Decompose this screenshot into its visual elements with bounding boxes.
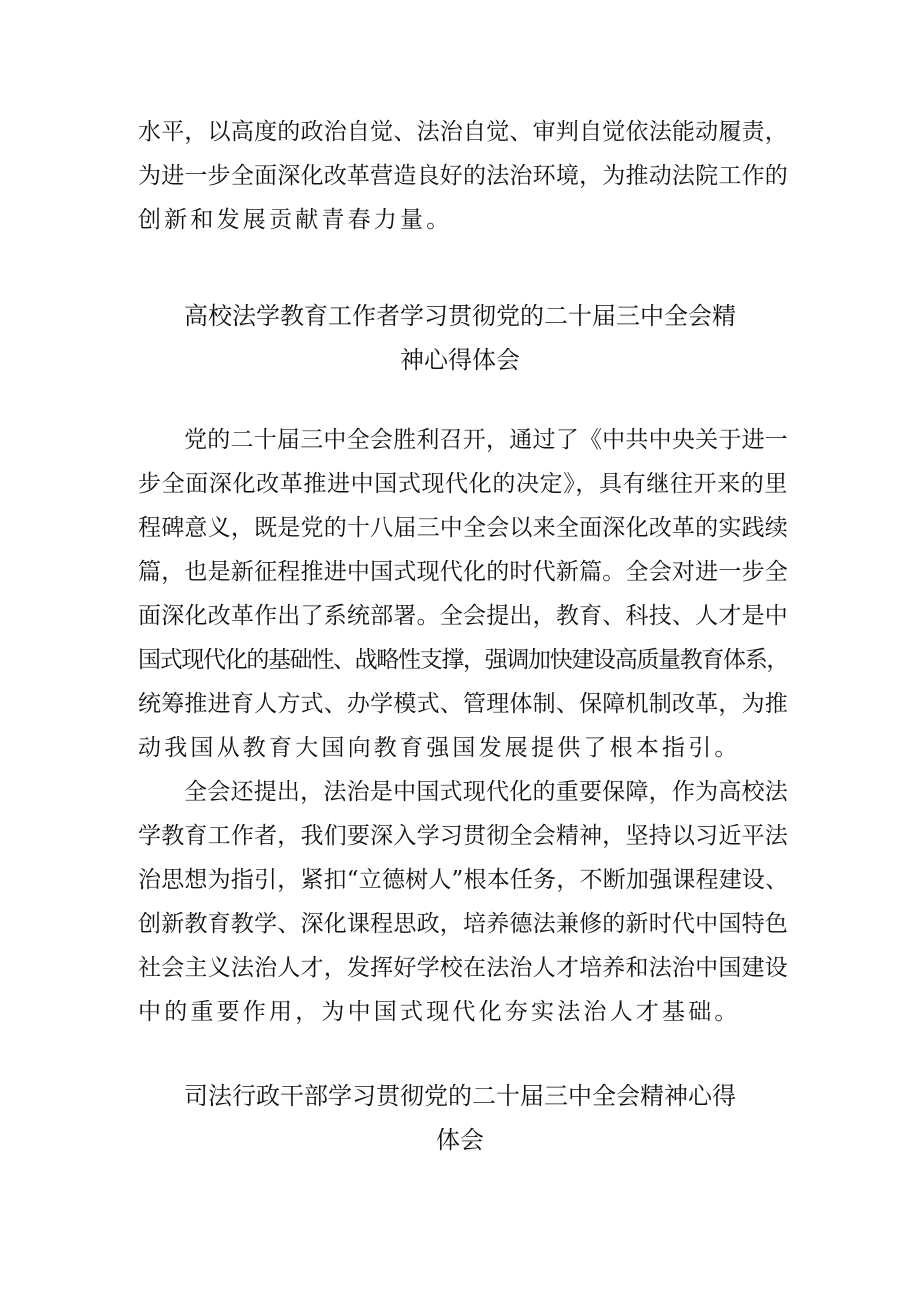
body-text-line: 国式现代化的基础性、战略性支撑，强调加快建设高质量教育体系， xyxy=(138,647,788,673)
body-text-line: 步全面深化改革推进中国式现代化的决定》，具有继往开来的里 xyxy=(138,471,788,497)
body-text-line: 学教育工作者，我们要深入学习贯彻全会精神，坚持以习近平法 xyxy=(138,823,788,849)
body-text-line: 程碑意义，既是党的十八届三中全会以来全面深化改革的实践续 xyxy=(138,515,788,541)
body-text-line: 党的二十届三中全会胜利召开，通过了《中共中央关于进一 xyxy=(184,427,788,453)
article-title-line: 司法行政干部学习贯彻党的二十届三中全会精神心得 xyxy=(184,1082,736,1110)
body-text-line: 社会主义法治人才，发挥好学校在法治人才培养和法治中国建设 xyxy=(138,955,788,981)
body-text-line: 统筹推进育人方式、办学模式、管理体制、保障机制改革，为推 xyxy=(138,691,788,717)
body-text-line: 动我国从教育大国向教育强国发展提供了根本指引。 xyxy=(138,735,741,761)
body-text-line: 创新和发展贡献青春力量。 xyxy=(138,207,453,233)
body-text-line: 中的重要作用，为中国式现代化夯实法治人才基础。 xyxy=(138,999,741,1025)
body-text-line: 篇，也是新征程推进中国式现代化的时代新篇。全会对进一步全 xyxy=(138,559,788,585)
body-text-line: 全会还提出，法治是中国式现代化的重要保障，作为高校法 xyxy=(184,779,788,805)
body-text-line: 治思想为指引，紧扣“立德树人”根本任务，不断加强课程建设、 xyxy=(138,867,788,893)
article-title-line: 神心得体会 xyxy=(400,346,520,374)
body-text-line: 创新教育教学、深化课程思政，培养德法兼修的新时代中国特色 xyxy=(138,911,788,937)
body-text-line: 面深化改革作出了系统部署。全会提出，教育、科技、人才是中 xyxy=(138,603,788,629)
body-text-line: 水平，以高度的政治自觉、法治自觉、审判自觉依法能动履责， xyxy=(138,119,788,145)
article-title-line: 高校法学教育工作者学习贯彻党的二十届三中全会精 xyxy=(184,302,736,330)
body-text-line: 为进一步全面深化改革营造良好的法治环境，为推动法院工作的 xyxy=(138,163,788,189)
article-title-line: 体会 xyxy=(436,1126,484,1154)
